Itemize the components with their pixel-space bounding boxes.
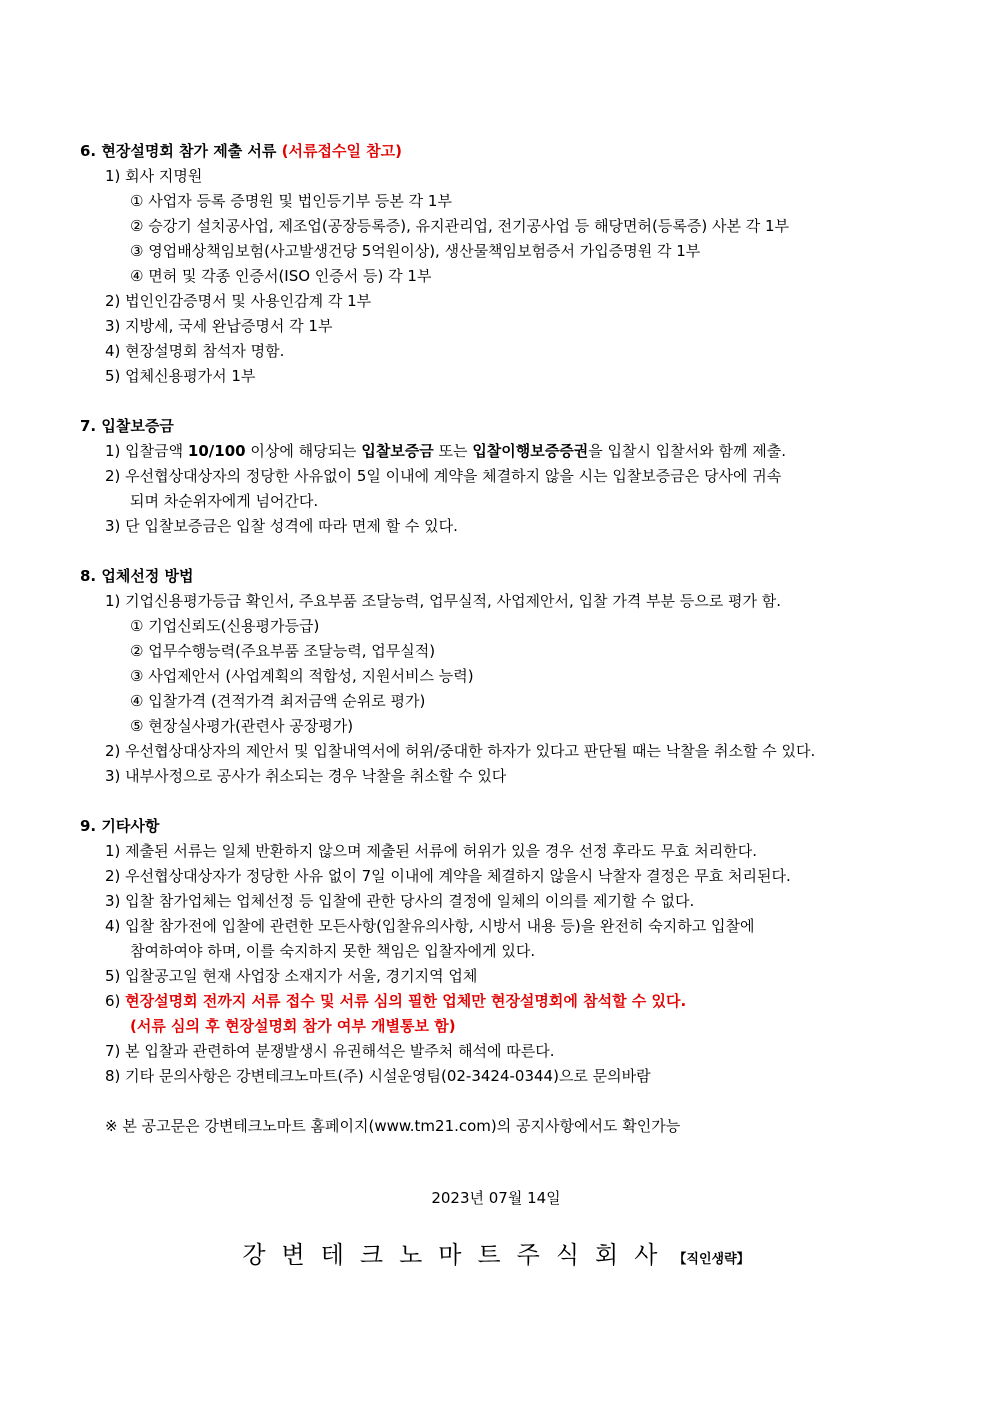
item-number: 6) bbox=[105, 992, 126, 1010]
section-8-heading: 8. 업체선정 방법 bbox=[80, 567, 194, 585]
list-item: 2) 우선협상대상자의 정당한 사유없이 5일 이내에 계약을 체결하지 않을 시는 입찰보증금은 당사에 귀속 bbox=[105, 467, 782, 485]
highlight-text-continued: (서류 심의 후 현장설명회 참가 여부 개별통보 함) bbox=[130, 1017, 456, 1035]
list-item: ① 사업자 등록 증명원 및 법인등기부 등본 각 1부 bbox=[130, 192, 452, 210]
section-9-heading: 9. 기타사항 bbox=[80, 817, 160, 835]
list-item: 5) 입찰공고일 현재 사업장 소재지가 서울, 경기지역 업체 bbox=[105, 967, 478, 985]
seal-omitted-mark: 【직인생략】 bbox=[673, 1252, 750, 1267]
list-item: 4) 현장설명회 참석자 명함. bbox=[105, 342, 285, 360]
list-item-continued: 되며 차순위자에게 넘어간다. bbox=[130, 492, 319, 510]
list-item-highlight bbox=[105, 991, 686, 1011]
list-item: 8) 기타 문의사항은 강변테크노마트(주) 시설운영팀(02-3424-0344)으로 문의바람 bbox=[105, 1067, 651, 1085]
notice-footnote: ※ 본 공고문은 강변테크노마트 홈페이지(www.tm21.com)의 공지사항에서도 확인가능 bbox=[105, 1117, 681, 1135]
list-item: 7) 본 입찰과 관련하여 분쟁발생시 유권해석은 발주처 해석에 따른다. bbox=[105, 1042, 555, 1060]
list-item: 2) 우선협상대상자가 정당한 사유 없이 7일 이내에 계약을 체결하지 않을시 낙찰자 결정은 무효 처리된다. bbox=[105, 867, 791, 885]
list-item: 3) 내부사정으로 공사가 취소되는 경우 낙찰을 취소할 수 있다 bbox=[105, 767, 507, 785]
company-name: 강변테크노마트주식회사 bbox=[242, 1241, 674, 1269]
list-item: 1) 기업신용평가등급 확인서, 주요부품 조달능력, 업무실적, 사업제안서, 입찰 가격 부분 등으로 평가 함. bbox=[105, 592, 782, 610]
list-item: 3) 지방세, 국세 완납증명서 각 1부 bbox=[105, 317, 333, 335]
list-item: ① 기업신뢰도(신용평가등급) bbox=[130, 617, 320, 635]
list-item: 3) 단 입찰보증금은 입찰 성격에 따라 면제 할 수 있다. bbox=[105, 517, 458, 535]
list-item: 1) 제출된 서류는 일체 반환하지 않으며 제출된 서류에 허위가 있을 경우 선정 후라도 무효 처리한다. bbox=[105, 842, 758, 860]
list-item bbox=[105, 441, 786, 461]
bold-run: 입찰보증금 bbox=[361, 442, 434, 460]
bold-run: 입찰이행보증증권 bbox=[472, 442, 589, 460]
list-item: ② 승강기 설치공사업, 제조업(공장등록증), 유지관리업, 전기공사업 등 해당면허(등록증) 사본 각 1부 bbox=[130, 217, 790, 235]
text-run: 이상에 해당되는 bbox=[245, 442, 362, 460]
list-item: ⑤ 현장실사평가(관련사 공장평가) bbox=[130, 717, 354, 735]
list-item-continued: 참여하여야 하며, 이를 숙지하지 못한 책임은 입찰자에게 있다. bbox=[130, 942, 536, 960]
list-item: 1) 회사 지명원 bbox=[105, 167, 203, 185]
list-item: ④ 면허 및 각종 인증서(ISO 인증서 등) 각 1부 bbox=[130, 267, 432, 285]
list-item: ② 업무수행능력(주요부품 조달능력, 업무실적) bbox=[130, 642, 436, 660]
section-7-heading: 7. 입찰보증금 bbox=[80, 417, 174, 435]
bold-run: 10/100 bbox=[187, 442, 246, 460]
list-item: 2) 우선협상대상자의 제안서 및 입찰내역서에 허위/중대한 하자가 있다고 판단될 때는 낙찰을 취소할 수 있다. bbox=[105, 742, 816, 760]
text-run: 1) 입찰금액 bbox=[105, 442, 188, 460]
section-6-note: (서류접수일 참고) bbox=[281, 142, 403, 160]
document-date: 2023년 07월 14일 bbox=[431, 1189, 561, 1207]
list-item: ③ 사업제안서 (사업계획의 적합성, 지원서비스 능력) bbox=[130, 667, 474, 685]
highlight-text: 현장설명회 전까지 서류 접수 및 서류 심의 필한 업체만 현장설명회에 참석할 수 있다. bbox=[125, 992, 687, 1010]
list-item: ③ 영업배상책임보험(사고발생건당 5억원이상), 생산물책임보험증서 가입증명원 각 1부 bbox=[130, 242, 701, 260]
text-run: 또는 bbox=[433, 442, 473, 460]
list-item: ④ 입찰가격 (견적가격 최저금액 순위로 평가) bbox=[130, 692, 426, 710]
company-signature bbox=[0, 1240, 992, 1275]
text-run: 을 입찰시 입찰서와 함께 제출. bbox=[588, 442, 786, 460]
list-item: 2) 법인인감증명서 및 사용인감계 각 1부 bbox=[105, 292, 372, 310]
section-6-heading bbox=[80, 141, 402, 161]
list-item: 5) 업체신용평가서 1부 bbox=[105, 367, 256, 385]
list-item: 4) 입찰 참가전에 입찰에 관련한 모든사항(입찰유의사항, 시방서 내용 등)을 완전히 숙지하고 입찰에 bbox=[105, 917, 755, 935]
list-item: 3) 입찰 참가업체는 업체선정 등 입찰에 관한 당사의 결정에 일체의 이의를 제기할 수 없다. bbox=[105, 892, 695, 910]
section-6-title: 6. 현장설명회 참가 제출 서류 bbox=[80, 142, 282, 160]
